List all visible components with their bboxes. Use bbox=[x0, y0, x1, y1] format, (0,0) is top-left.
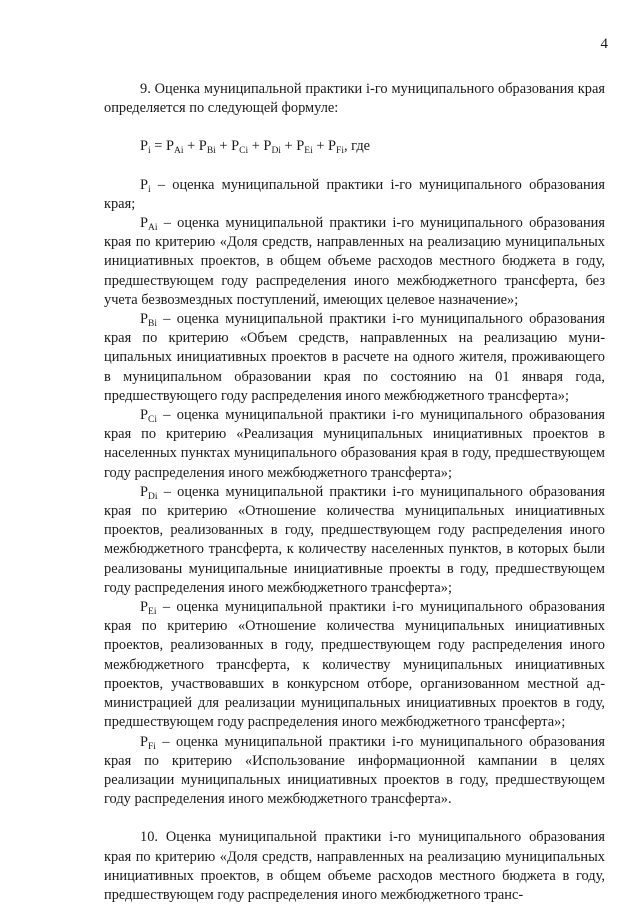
formula-lhs: $P_i$ bbox=[140, 138, 151, 157]
formula-term: $P_{Ai}$ bbox=[165, 138, 184, 157]
definition-pai: $P_{Ai}$ – оценка муниципальной практики i-го муниципального образования края по критерию «Доля средств, направленных на реализацию муниципальных инициативных проектов, в общем объеме расходов местного бюджета в году, предшествующем году распределения иного межбюджетного трансферта, без учета безвозмездных поступлений, имеющих целевое назначение»; bbox=[104, 215, 605, 308]
formula-term: $P_{Ci}$ bbox=[231, 138, 249, 157]
definition-pfi: $P_{Fi}$ – оценка муниципальной практики i-го муниципального образования края по критерию «Использование информационной кампании в целях реализации муниципальных инициативных проектов в году, предшествующем году распределения иного межбюджетного трансферта». bbox=[104, 733, 605, 808]
formula: $P_i = P_{Ai} + P_{Bi} + P_{Ci} + P_{Di} + P_{Ei} + P_{Fi}$, где bbox=[140, 138, 371, 157]
formula-term: $P_{Bi}$ bbox=[198, 138, 216, 157]
page-number: 4 bbox=[600, 36, 608, 52]
formula-term: $P_{Ei}$ bbox=[296, 138, 313, 157]
definition-pi: $P_i$ – оценка муниципальной практики i-го муниципального образования края; bbox=[104, 176, 605, 212]
document-body bbox=[104, 80, 605, 905]
definition-pdi: $P_{Di}$ – оценка муниципальной практики i-го муниципального образования края по критерию «Отношение количества муниципальных инициативных проектов, реализованных в году, предшествующем году распределения иного межбюджетного трансферта, к количеству населенных пунктов, в которых были реализованы муниципальные инициативные проекты в году, предшествующем году распределения иного межбюджетного трансферта»; bbox=[104, 483, 605, 596]
formula-term: $P_{Fi}$ bbox=[328, 138, 344, 157]
definition-pci: $P_{Ci}$ – оценка муниципальной практики i-го муниципального образования края по критерию «Реализация муниципальных инициативных проектов в населенных пунктах муниципального образования края в году, предшествующем году распределения иного межбюджетного трансферта»; bbox=[104, 407, 605, 481]
section-10-text: 10. Оценка муниципальной практики i-го муниципального образования края по критерию «Доля средств, направленных на реализацию муниципальных инициативных проектов, в общем объеме расходов местного бюджета в году, предшествующем году распределения иного межбюджетного транс- bbox=[104, 829, 605, 903]
section-9-intro: 9. Оценка муниципальной практики i-го муниципального образования края определяется по следующей формуле: bbox=[104, 81, 605, 117]
definition-pei: $P_{Ei}$ – оценка муниципальной практики i-го муниципального образования края по критерию «Отношение количества муниципальных инициативных проектов, реализованных в году, предшествующем году распределения иного межбюджетного трансферта, к количеству муниципальных инициативных проектов, участвовавших в конкурсном отборе, организованном местной администрацией для реализации муниципальных инициативных проектов в году, предшествующем году распределения иного межбюджетного трансферта»; bbox=[104, 599, 605, 731]
formula-term: $P_{Di}$ bbox=[263, 138, 281, 157]
definition-pbi: $P_{Bi}$ – оценка муниципальной практики i-го муниципального образования края по критерию «Объем средств, направленных на реализацию муниципальных инициативных проектов в расчете на одного жителя, проживающего в муниципальном образовании края по состоянию на 01 января года, предшествующего году распределения иного межбюджетного трансферта»; bbox=[104, 311, 605, 404]
